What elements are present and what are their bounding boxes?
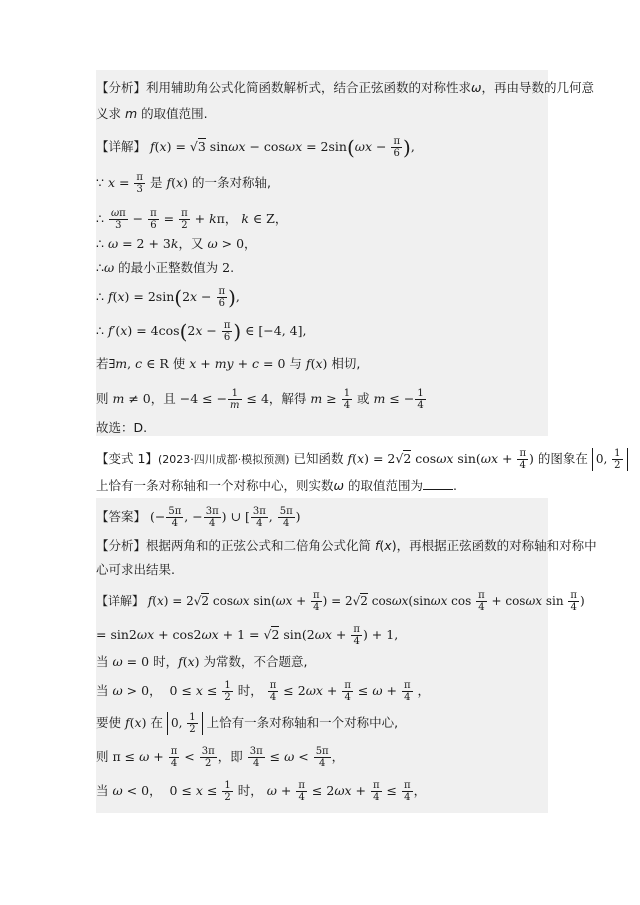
zero-line: 当 ω = 0 时，f(x) 为常数，不合题意, [96,654,308,669]
fx-line: ∴ f(x) = 2sin(2x − $\frac{\pi}{6}$ ), [96,285,240,310]
analysis-label: 【分析】 [96,80,147,95]
then-line: 则 π ≤ ω + $\frac{\pi}{4}$ < $\frac{3\pi}{2}$ ，即 $\frac{3\pi}{4}$ ≤ ω < $\frac{5\pi}{4}$ ， [96,746,345,769]
min-line: ∴ω 的最小正整数值为 2. [96,260,235,275]
neg-line: 当 ω < 0， 0 ≤ x ≤ $\frac{1}{2}$ 时， ω + $\frac{\pi}{4}$ ≤ 2ωx + $\frac{\pi}{4}$ ≤ $\frac{\pi}{4}$ ， [96,780,427,803]
variant-label: 【变式 1】 [96,451,158,466]
detail2-formula: 【详解】 f(x) = 2√2 cosωx sin(ωx + $\frac{\pi}{4}$ ) = 2√2 cosωx(sinωx cos $\frac{\pi}{4}$ + cosωx sin $\frac{\pi}{4}$ ) [96,590,585,613]
detail-formula-1: 【详解】 f(x) = √3 sinωx − cosωx = 2sin(ωx − $\frac{\pi}{6}$ ), [96,135,415,160]
variant-line-2: 上恰有一条对称轴和一个对称中心，则实数ω 的取值范围为 . [96,478,457,493]
analysis-line-1: 【分析】利用辅助角公式化简函数解析式，结合正弦函数的对称性求ω，再由导数的几何意 [96,80,595,95]
analysis2-label: 【分析】 [96,538,147,553]
fprime-line: ∴ f′(x) = 4cos(2x − $\frac{\pi}{6}$ ) ∈ [−4, 4], [96,319,307,344]
analysis-line-2: 义求 m 的取值范围. [96,106,208,121]
exist-line: 若∃m, c ∈ R 使 x + my + c = 0 与 f(x) 相切, [96,356,361,371]
range-line: 则 m ≠ 0，且 −4 ≤ − $\frac{1}{m}$ ≤ 4，解得 m ≥ $\frac{1}{4}$ 或 m ≤ − $\frac{1}{4}$ [96,388,424,411]
pos-line: 当 ω > 0， 0 ≤ x ≤ $\frac{1}{2}$ 时， $\frac{\pi}{4}$ ≤ 2ωx + $\frac{\pi}{4}$ ≤ ω + $\frac{\pi}{4}$ ， [96,680,431,703]
equation-line: ∴ $\frac{\omega\pi}{3}$ − $\frac{\pi}{6}$ = $\frac{\pi}{2}$ + kπ， k ∈ Z， [96,208,288,231]
variant-source: (2023·四川成都·模拟预测) [157,453,290,466]
choice-line: 故选：D. [96,420,148,435]
variant-line-1: 【变式 1】(2023·四川成都·模拟预测) 已知函数 f(x) = 2√2 cosωx sin(ωx + $\frac{\pi}{4}$ ) 的图象在 0, $\frac{1}{2}$ [96,448,628,471]
simplify-line: = sin2ωx + cos2ωx + 1 = √2 sin(2ωx + $\frac{\pi}{4}$ ) + 1, [96,624,399,647]
analysis-band-1 [96,70,548,436]
analysis2-line-1: 【分析】根据两角和的正弦公式和二倍角公式化简 f(x)，再根据正弦函数的对称轴和对称中 [96,538,597,553]
detail-label: 【详解】 [96,139,147,154]
axis-line: ∵ x = $\frac{\pi}{3}$ 是 f(x) 的一条对称轴, [96,172,271,195]
analysis2-line-2: 心可求出结果. [96,562,175,577]
detail2-label: 【详解】 [96,594,145,608]
answer-label: 【答案】 [96,509,147,524]
omega-line: ∴ ω = 2 + 3k，又 ω > 0， [96,236,257,251]
need-line: 要使 f(x) 在 0, $\frac{1}{2}$ 上恰有一条对称轴和一个对称中心, [96,712,399,735]
answer-line: 【答案】 (− $\frac{5\pi}{4}$ , − $\frac{3\pi}{4}$ ) ∪ [ $\frac{3\pi}{4}$ , $\frac{5\pi}{4}$ ) [96,506,301,529]
